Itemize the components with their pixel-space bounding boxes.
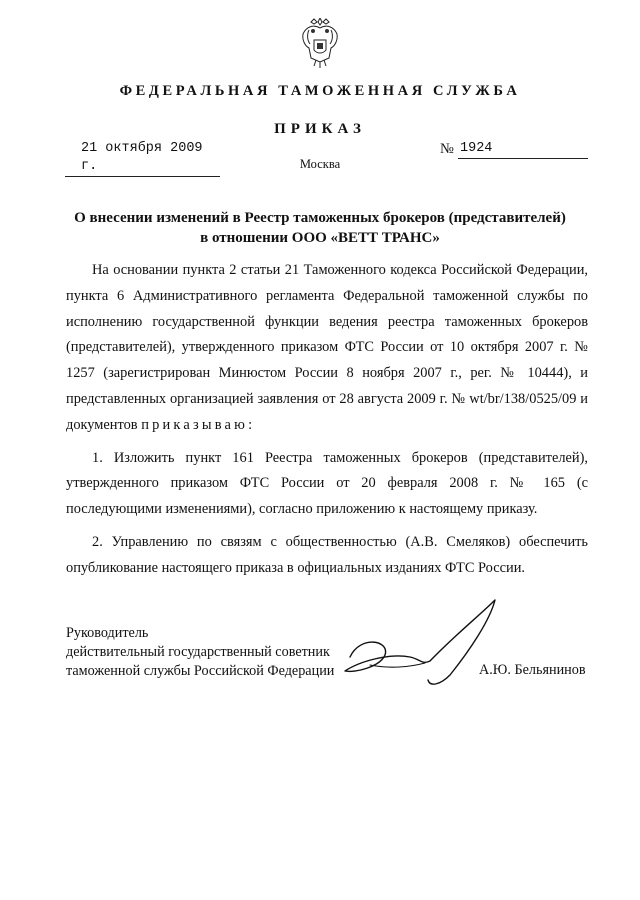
double-headed-eagle-emblem-icon [299, 18, 341, 68]
order-item-2: 2. Управлению по связям с общественностью (А.В. Смеляков) обеспечить опубликование настоящего приказа в официальных изданиях ФТС России. [66, 533, 588, 576]
order-number-label: № [440, 141, 454, 157]
order-date: 21 октября 2009 г. [65, 140, 220, 177]
agency-name: ФЕДЕРАЛЬНАЯ ТАМОЖЕННАЯ СЛУЖБА [119, 83, 521, 99]
preamble-paragraph [66, 258, 588, 439]
handwritten-signature [330, 595, 500, 690]
order-word: приказываю: [141, 416, 256, 433]
order-title [60, 208, 580, 248]
document-type: ПРИКАЗ [274, 121, 366, 137]
title-line-1: О внесении изменений в Реестр таможенных брокеров (представителей) [74, 210, 566, 226]
signatory-line-3: таможенной службы Российской Федерации [66, 663, 335, 679]
preamble-text: На основании пункта 2 статьи 21 Таможенного кодекса Российской Федерации, пункта 6 Административного регламента Федеральной таможенной службы по исполнению государственной функции ведения реестра таможенных брокеров (представителей), утвержденного приказом ФТС России от 10 октября 2007 г. № 1257 (зарегистрирован Минюстом России 8 ноября 2007 г., рег. № 10444), и представленных организацией заявления от 28 августа 2009 г. № wt/br/138/0525/09 и документов [66, 262, 588, 433]
order-city: Москва [299, 157, 341, 171]
signer-name: А.Ю. Бельянинов [479, 662, 586, 678]
signatory-position [66, 624, 334, 681]
order-number: 1924 [458, 140, 588, 159]
signatory-line-1: Руководитель [66, 625, 149, 641]
order-item-1: 1. Изложить пункт 161 Реестра таможенных брокеров (представителей), утвержденного приказом ФТС России от 20 февраля 2008 г. № 165 (с последующими изменениями), согласно приложению к настоящему приказу. [66, 449, 588, 518]
title-line-2: в отношении ООО «ВЕТТ ТРАНС» [200, 230, 440, 246]
signatory-line-2: действительный государственный советник [66, 644, 330, 660]
order-body [66, 258, 588, 582]
